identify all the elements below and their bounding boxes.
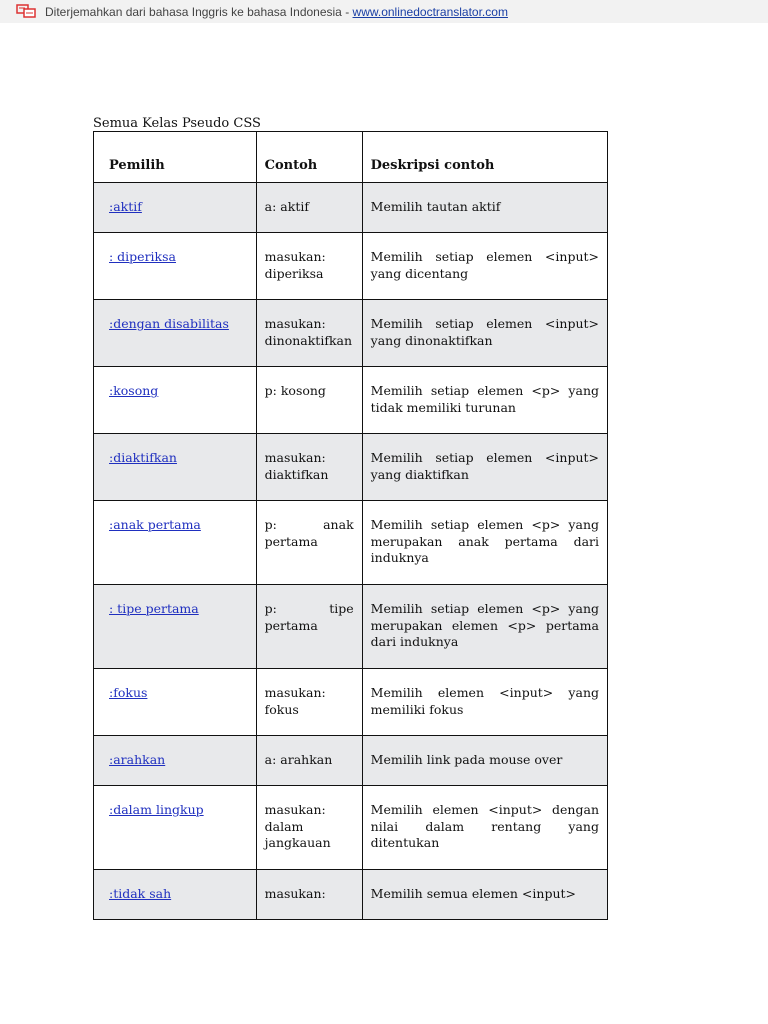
selector-link[interactable]: :fokus [109, 685, 148, 700]
description-cell: Memilih setiap elemen <p> yang merupakan anak pertama dari induknya [362, 501, 607, 585]
example-cell: p: kosong [256, 367, 362, 434]
selector-link[interactable]: :kosong [109, 383, 159, 398]
translator-logo-icon [16, 4, 36, 18]
banner-link[interactable]: www.onlinedoctranslator.com [352, 5, 508, 19]
table-row [94, 233, 608, 300]
header-selector: Pemilih [94, 132, 257, 183]
selector-link[interactable]: :anak pertama [109, 517, 201, 532]
description-cell: Memilih setiap elemen <input> yang dicentang [362, 233, 607, 300]
description-cell: Memilih tautan aktif [362, 183, 607, 233]
banner-text: Diterjemahkan dari bahasa Inggris ke bahasa Indonesia - [45, 5, 353, 19]
translator-banner [0, 0, 768, 23]
description-cell: Memilih setiap elemen <input> yang diaktifkan [362, 434, 607, 501]
example-cell: p: anak pertama [256, 501, 362, 585]
example-cell: masukan: dinonaktifkan [256, 300, 362, 367]
table-row [94, 736, 608, 786]
description-cell: Memilih setiap elemen <p> yang merupakan elemen <p> pertama dari induknya [362, 585, 607, 669]
selector-link[interactable]: :arahkan [109, 752, 166, 767]
selector-link[interactable]: :dengan disabilitas [109, 316, 229, 331]
selector-link[interactable]: :dalam lingkup [109, 802, 204, 817]
table-row [94, 300, 608, 367]
description-cell: Memilih setiap elemen <p> yang tidak memiliki turunan [362, 367, 607, 434]
table-row [94, 501, 608, 585]
table-header-row [94, 132, 608, 183]
example-cell: p: tipe pertama [256, 585, 362, 669]
selector-link[interactable]: :diaktifkan [109, 450, 177, 465]
selector-link[interactable]: : diperiksa [109, 249, 176, 264]
description-cell: Memilih elemen <input> dengan nilai dalam rentang yang ditentukan [362, 786, 607, 870]
table-caption: Semua Kelas Pseudo CSS [93, 116, 261, 131]
example-cell: masukan: fokus [256, 669, 362, 736]
selector-link[interactable]: :aktif [109, 199, 142, 214]
header-description: Deskripsi contoh [362, 132, 607, 183]
example-cell: a: aktif [256, 183, 362, 233]
example-cell: a: arahkan [256, 736, 362, 786]
description-cell: Memilih setiap elemen <input> yang dinonaktifkan [362, 300, 607, 367]
example-cell: masukan: dalam jangkauan [256, 786, 362, 870]
description-cell: Memilih link pada mouse over [362, 736, 607, 786]
table-row [94, 870, 608, 920]
example-cell: masukan: diperiksa [256, 233, 362, 300]
table-row [94, 786, 608, 870]
description-cell: Memilih elemen <input> yang memiliki fokus [362, 669, 607, 736]
pseudo-class-table [93, 131, 608, 920]
table-row [94, 669, 608, 736]
example-cell: masukan: [256, 870, 362, 920]
selector-link[interactable]: :tidak sah [109, 886, 172, 901]
table-row [94, 434, 608, 501]
table-row [94, 585, 608, 669]
selector-link[interactable]: : tipe pertama [109, 601, 199, 616]
example-cell: masukan: diaktifkan [256, 434, 362, 501]
table-row [94, 183, 608, 233]
header-example: Contoh [256, 132, 362, 183]
description-cell: Memilih semua elemen <input> [362, 870, 607, 920]
table-row [94, 367, 608, 434]
